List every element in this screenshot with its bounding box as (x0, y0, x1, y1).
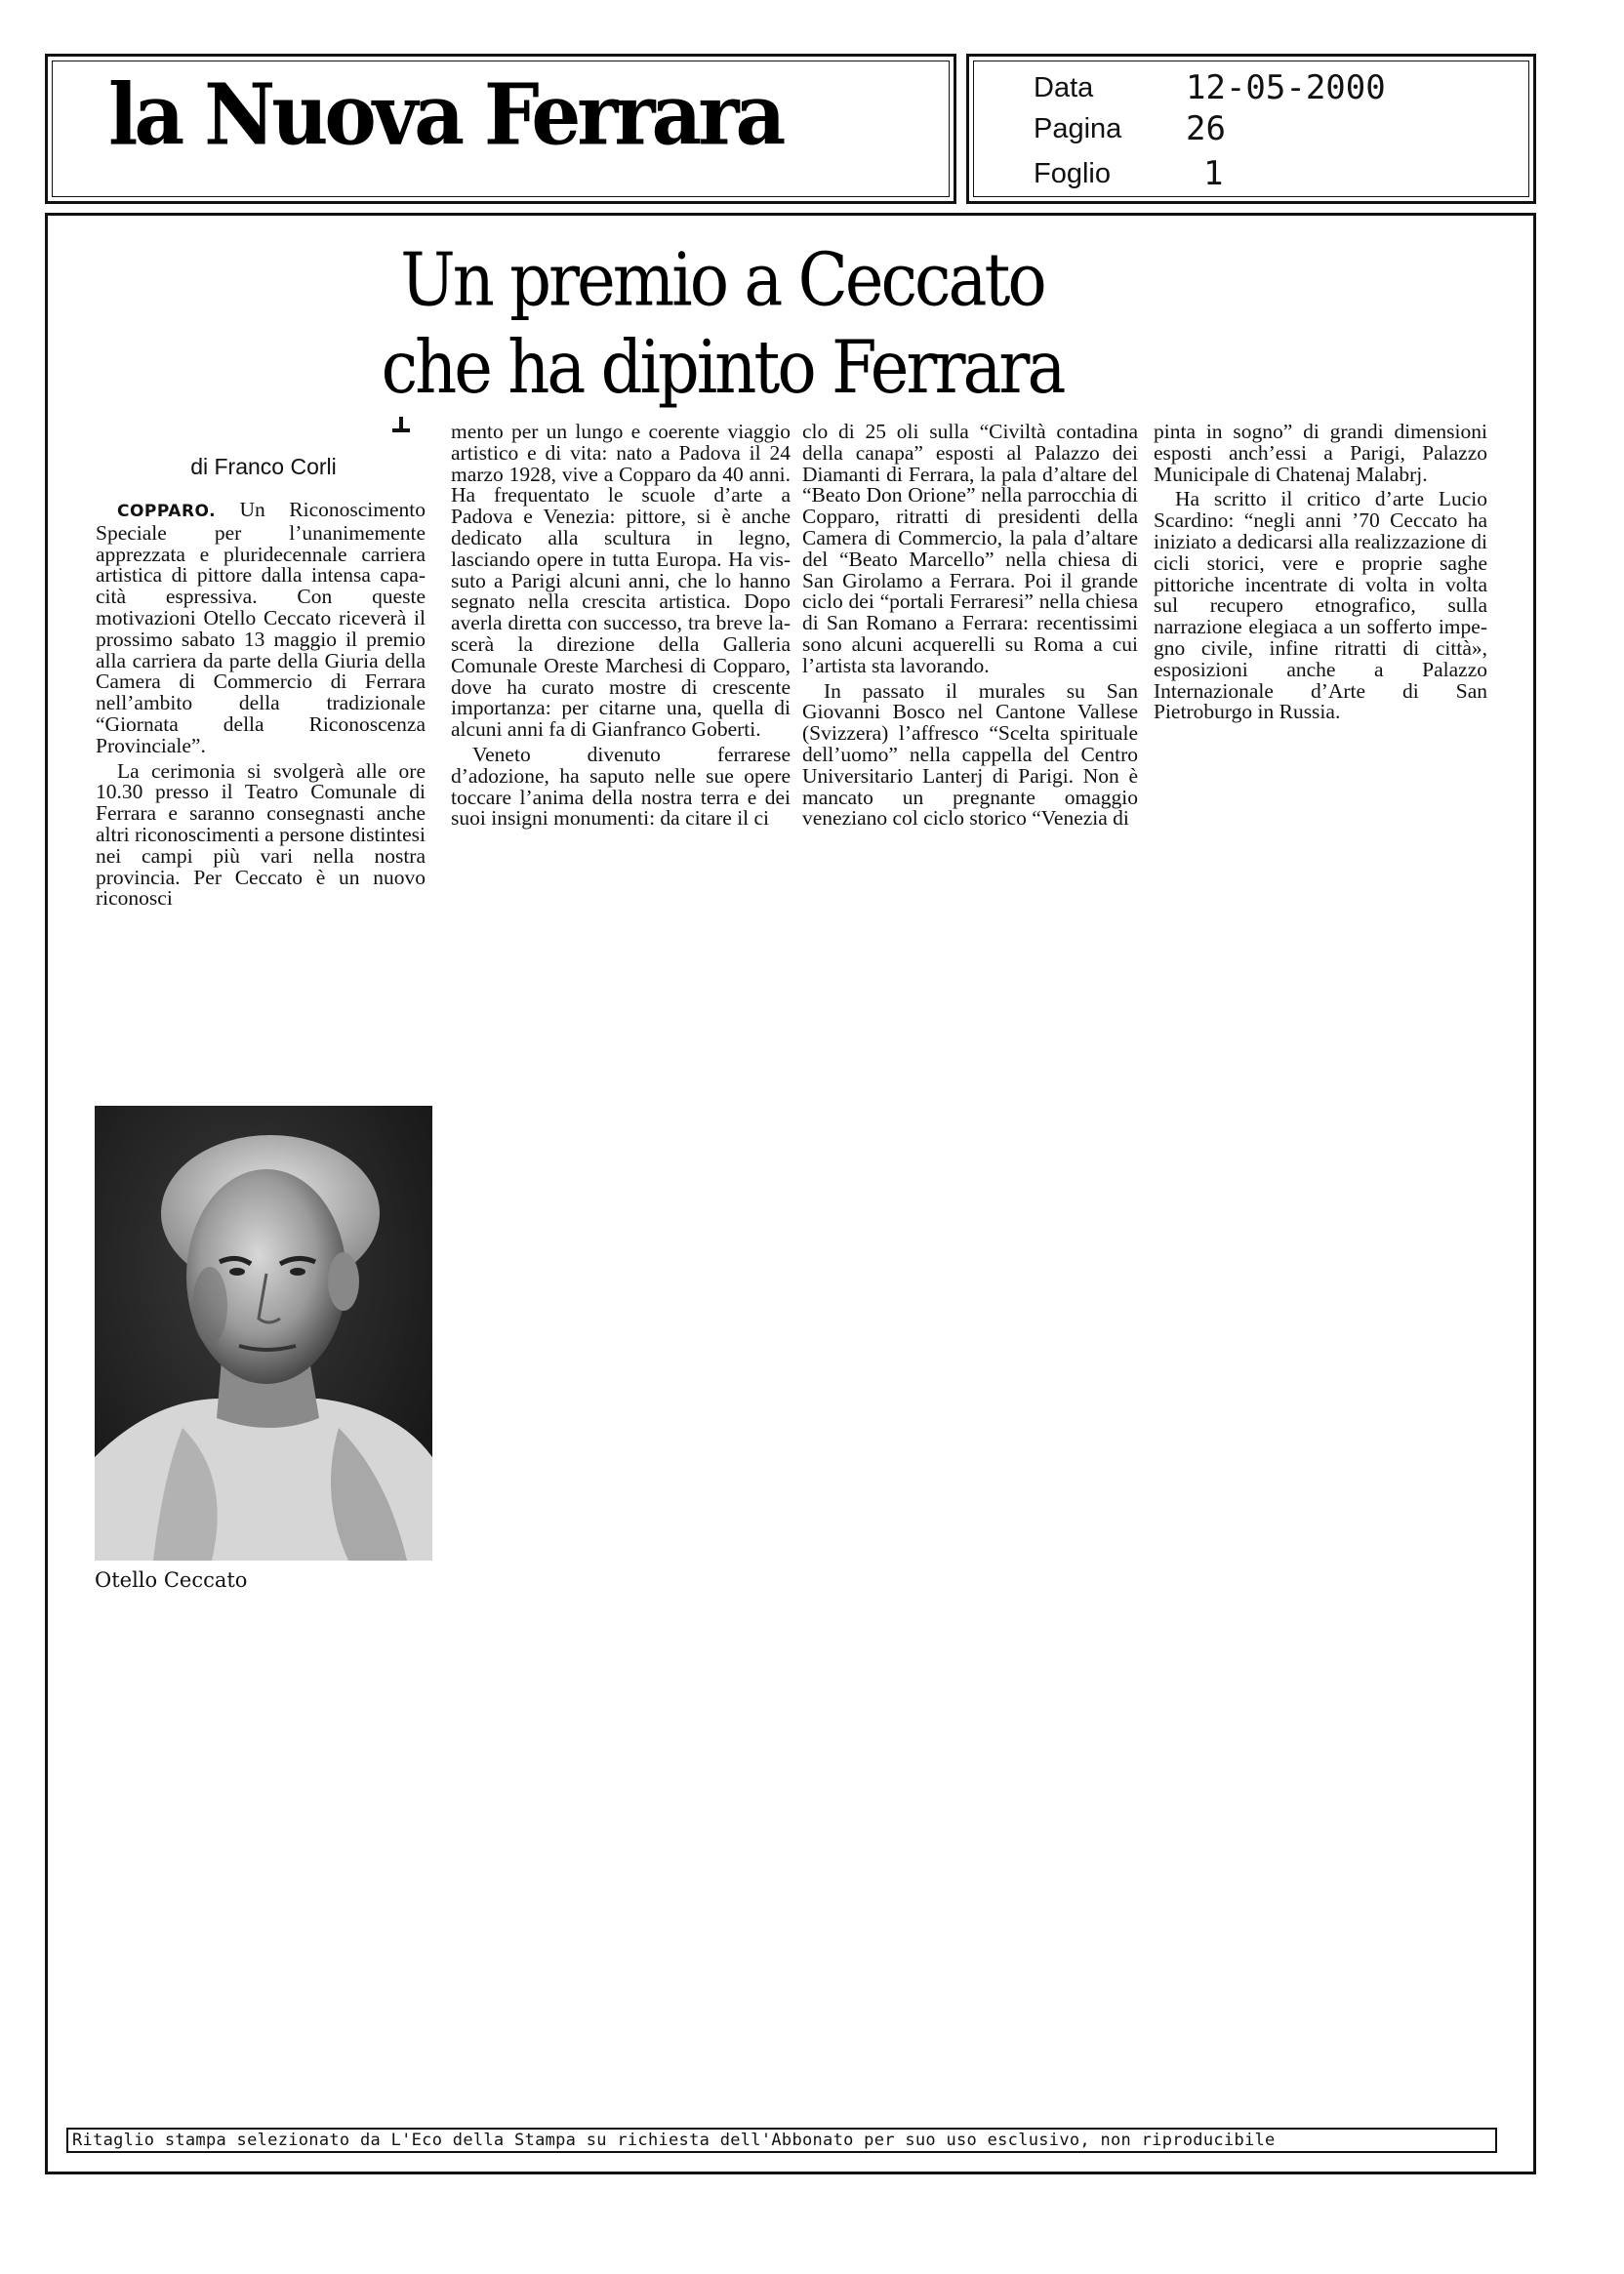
footer-text: Ritaglio stampa selezionato da L'Eco della Stampa su richiesta dell'Abbonato per suo uso esclusivo, non riproducibile (72, 2131, 1276, 2150)
photo-caption: Otello Ceccato (95, 1568, 248, 1592)
masthead (45, 54, 1536, 204)
article-byline: di Franco Corli (190, 454, 337, 479)
col1-paragraph-1-text: Un Riconoscimento Speciale per l’unanimemente apprezzata e pluridecennale carriera artistica di pittore dalla intensa capacità espressiva. Con queste motivazioni Otello Ceccato riceverà il prossimo sabato 13 maggio il premio alla carriera da parte della Giuria della Camera di Commercio di Ferrara nell’ambito della tradizionale “Giornata della Riconoscenza Provinciale”. (96, 498, 426, 757)
headline-line-1: Un premio a Ceccato (400, 237, 1044, 323)
masthead-logo-box (45, 54, 956, 204)
col2-paragraph-2: Veneto divenuto ferrarese d’adozione, ha saputo nelle sue opere toccare l’anima della nostra terra e dei suoi insigni monumenti: da citare il ci (451, 742, 791, 831)
meta-label-page: Pagina (1034, 113, 1122, 144)
article-headline (381, 236, 1064, 411)
masthead-meta-box (966, 54, 1536, 204)
headline-line-2: che ha dipinto Ferrara (381, 324, 1064, 411)
col3-paragraph-1: clo di 25 oli sulla “Civiltà contadina della canapa” esposti al Palazzo dei Diamanti di Ferrara, la pala d’altare del “Beato Don Orione” nella parrocchia di Copparo, ritratti di presidenti della Camera di Commercio, la pala d’altare del “Beato Marcello” nella chiesa di San Girolamo a Ferrara. Poi il grande ciclo dei “portali Ferraresi” nella chiesa di San Romano a Ferrara: recentissimi sono alcuni acquerelli su Roma a cui l’artista sta lavorando. (802, 420, 1138, 677)
article-column-3 (802, 422, 1138, 830)
meta-value-date: 12-05-2000 (1186, 68, 1386, 107)
dateline: COPPARO. (117, 502, 217, 521)
article-column-2 (451, 422, 791, 830)
col3-paragraph-2: In passato il murales su San Giovanni Bosco nel Cantone Vallese (Svizzera) l’affresco “Scelta spirituale dell’uomo” nella cappella del Centro Universitario Lanterj di Parigi. Non è mancato un pregnante omaggio veneziano col ciclo storico “Venezia di (802, 678, 1138, 831)
col1-paragraph-1 (96, 500, 426, 757)
article-column-1 (96, 500, 426, 910)
meta-value-page: 26 (1186, 109, 1226, 148)
newspaper-logo: la Nuova Ferrara (108, 64, 783, 164)
meta-label-date: Data (1034, 72, 1094, 103)
article-column-4 (1154, 422, 1487, 723)
meta-label-sheet: Foglio (1034, 158, 1111, 189)
meta-value-sheet: 1 (1203, 154, 1224, 193)
author-mark-icon (390, 415, 412, 434)
col4-paragraph-1: pinta in sogno” di grandi dimensioni esposti anch’essi a Parigi, Palazzo Municipale di Chatenaj Malabrj. (1154, 420, 1487, 486)
portrait-photo (95, 1106, 432, 1561)
col4-paragraph-2: Ha scritto il critico d’arte Lucio Scardino: “negli anni ’70 Ceccato ha iniziato a dedicarsi alla realizzazione di cicli storici, vere e proprie saghe pittoriche incentrate di volta in volta sul recupero etnografico, sulla narrazione elegiaca a un sofferto impegno civile, infine ritratti di città», esposizioni anche a Palazzo Internazionale d’Arte di San Pietroburgo in Russia. (1154, 487, 1487, 724)
col2-paragraph-1: mento per un lungo e coerente viaggio artistico e di vita: nato a Padova il 24 marzo 1928, vive a Copparo da 40 anni. Ha frequentato le scuole d’arte a Padova e Venezia: pittore, si è anche dedicato alla scultura in legno, lasciando opere in tutta Europa. Ha vissuto a Parigi alcuni anni, che lo hanno segnato nella crescita artistica. Dopo averla diretta con successo, tra breve lascerà la direzione della Galleria Comunale Oreste Marchesi di Copparo, dove ha curato mostre di crescente importanza: per citarne una, quella di alcuni anni fa di Gianfranco Goberti. (451, 420, 791, 742)
portrait-illustration (95, 1106, 432, 1561)
col1-paragraph-2: La cerimonia si svolgerà alle ore 10.30 presso il Teatro Comunale di Ferrara e saranno consegnasti anche altri riconoscimenti a persone distintesi nei campi più vari nella nostra provincia. Per Ceccato è un nuovo riconosci (96, 758, 426, 911)
